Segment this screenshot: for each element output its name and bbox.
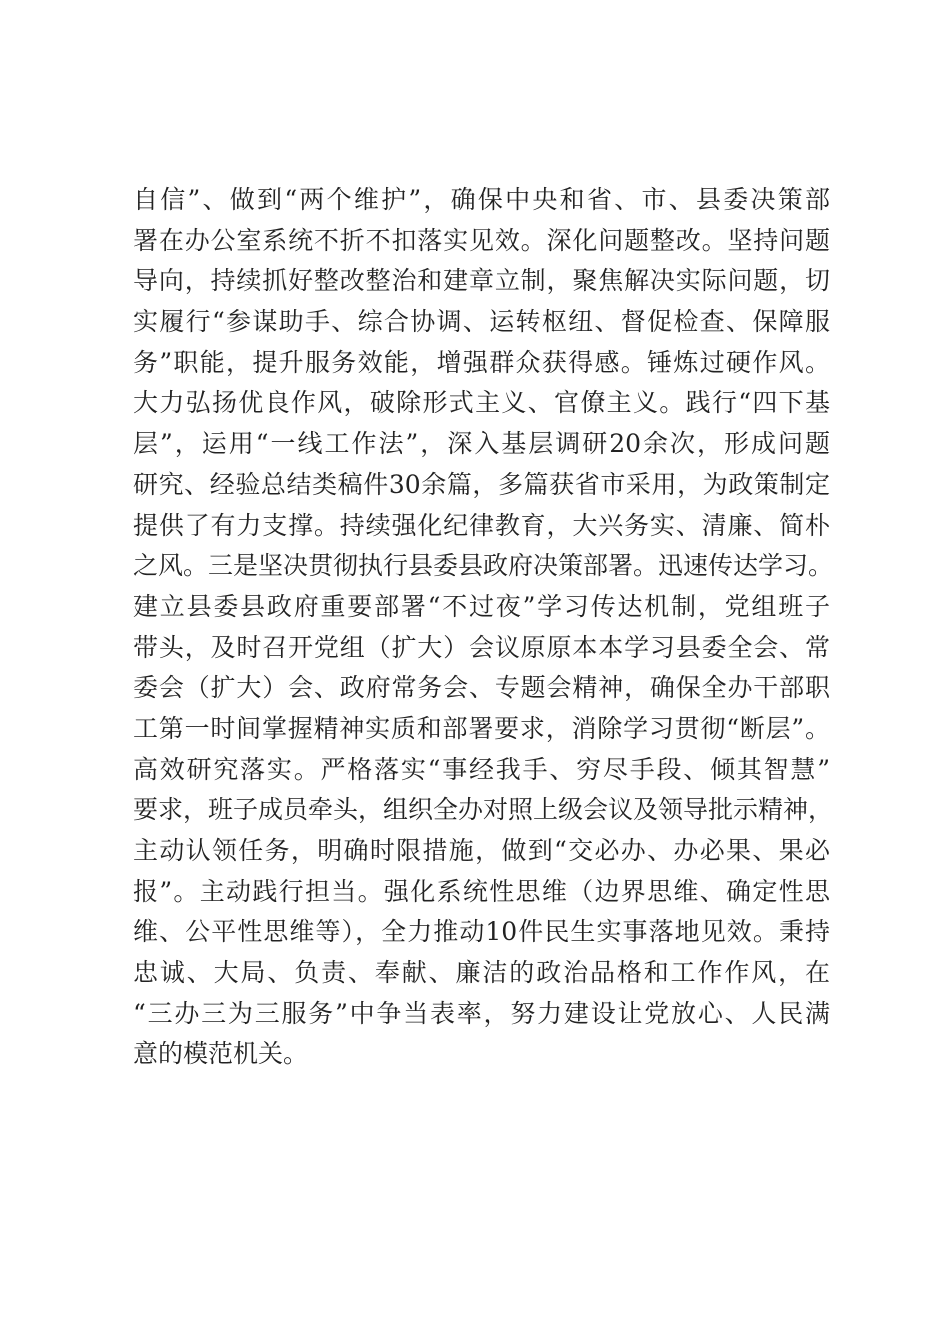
text-line: 之风。三是坚决贯彻执行县委县政府决策部署。迅速传达学习。 bbox=[133, 551, 834, 581]
text-line: 主动认领任务，明确时限措施，做到“交必办、办必果、果必 bbox=[133, 836, 830, 865]
text-line: 提供了有力支撑。持续强化纪律教育，大兴务实、清廉、简朴 bbox=[133, 510, 830, 540]
text-line: 署在办公室系统不折不扣落实见效。深化问题整改。坚持问题 bbox=[133, 225, 830, 255]
text-line: 实履行“参谋助手、综合协调、运转枢纽、督促检查、保障服 bbox=[133, 307, 830, 337]
text-line: 带头，及时召开党组（扩大）会议原原本本学习县委全会、常 bbox=[133, 632, 830, 662]
text-line: 务”职能，提升服务效能，增强群众获得感。锤炼过硬作风。 bbox=[133, 347, 830, 377]
text-line: 层”，运用“一线工作法”，深入基层调研20余次，形成问题 bbox=[133, 429, 830, 459]
text-line: 导向，持续抓好整改整治和建章立制，聚焦解决实际问题，切 bbox=[133, 266, 830, 296]
text-line: 建立县委县政府重要部署“不过夜”学习传达机制，党组班子 bbox=[133, 591, 830, 621]
text-line: 高效研究落实。严格落实“事经我手、穷尽手段、倾其智慧” bbox=[133, 754, 830, 784]
text-line: 工第一时间掌握精神实质和部署要求，消除学习贯彻“断层”。 bbox=[133, 713, 830, 743]
text-line: 忠诚、大局、负责、奉献、廉洁的政治品格和工作作风，在 bbox=[133, 958, 830, 988]
text-line: 委会（扩大）会、政府常务会、专题会精神，确保全办干部职 bbox=[133, 673, 830, 703]
text-line: 研究、经验总结类稿件30余篇，多篇获省市采用，为政策制定 bbox=[133, 469, 830, 499]
text-line: 意的模范机关。 bbox=[133, 1039, 309, 1069]
text-line: 报”。主动践行担当。强化系统性思维（边界思维、确定性思 bbox=[133, 876, 830, 906]
text-line: 要求，班子成员牵头，组织全办对照上级会议及领导批示精神， bbox=[133, 795, 834, 825]
text-line: 大力弘扬优良作风，破除形式主义、官僚主义。践行“四下基 bbox=[133, 388, 830, 418]
document-body bbox=[133, 180, 834, 1075]
text-line: “三办三为三服务”中争当表率，努力建设让党放心、人民满 bbox=[133, 998, 830, 1028]
text-line: 维、公平性思维等），全力推动10件民生实事落地见效。秉持 bbox=[133, 917, 830, 947]
text-line: 自信”、做到“两个维护”，确保中央和省、市、县委决策部 bbox=[133, 185, 830, 214]
